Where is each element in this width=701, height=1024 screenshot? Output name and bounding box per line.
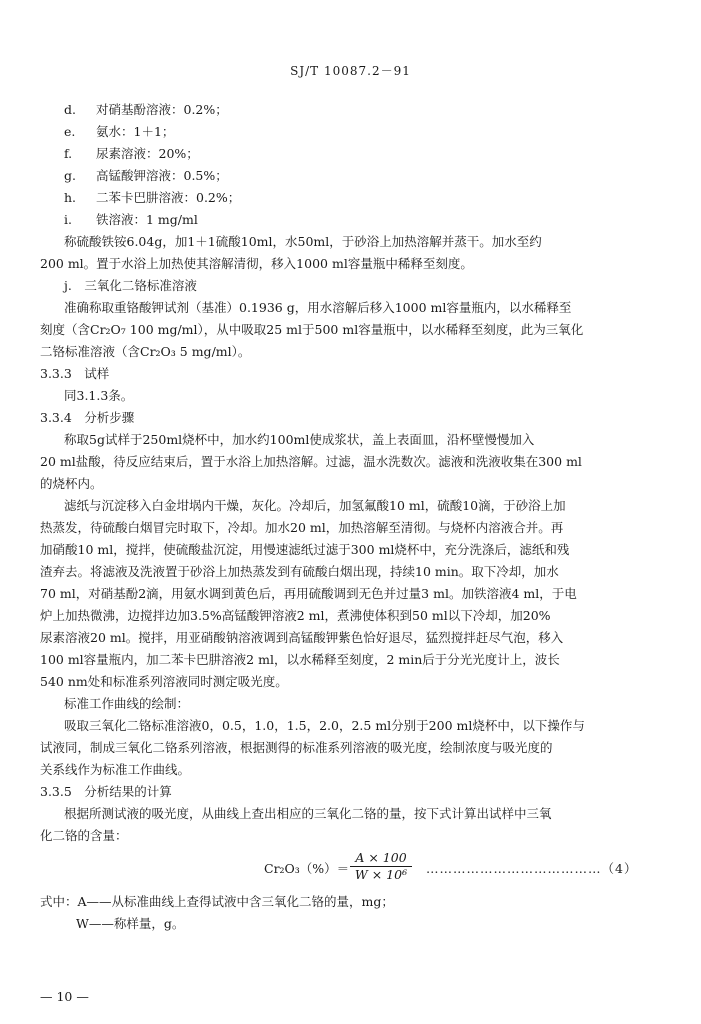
body-line: 准确称取重铬酸钾试剂（基准）0.1936 g，用水溶解后移入1000 ml容量瓶内，以水稀释至 [64,300,572,315]
body-line: 标准工作曲线的绘制： [64,696,190,711]
section-heading: 3.3.3 试样 [40,366,110,381]
body-line: 加硝酸10 ml，搅拌，使硫酸盐沉淀，用慢速滤纸过滤于300 ml烧杯中，充分洗涤后，滤纸和残 [40,542,570,557]
body-line: 称硫酸铁铵6.04g，加1＋1硫酸10ml，水50ml，于砂浴上加热溶解并蒸干。加水至约 [64,234,542,249]
body-line: 20 ml盐酸，待反应结束后，置于水浴上加热溶解。过滤，温水洗数次。滤液和洗液收集在300 ml [40,454,582,469]
list-text: 氨水：1＋1； [96,124,175,139]
formula-fraction [350,850,412,883]
body-line: 刻度（含Cr₂O₇ 100 mg/ml），从中吸取25 ml于500 ml容量瓶中，以水稀释至刻度，此为三氧化 [40,322,584,337]
body-line: 化二铬的含量： [40,828,128,843]
body-line: 的烧杯内。 [40,476,103,491]
formula-numerator: A × 100 [350,850,412,867]
body-line: 100 ml容量瓶内，加二苯卡巴肼溶液2 ml，以水稀释至刻度，2 min后于分光光度计上，波长 [40,652,560,667]
body-line: 吸取三氧化二铬标准溶液0，0.5，1.0，1.5，2.0，2.5 ml分别于200 ml烧杯中，以下操作与 [64,718,585,733]
body-line: 称取5g试样于250ml烧杯中，加水约100ml使成浆状，盖上表面皿，沿杯壁慢慢加入 [64,432,535,447]
formula-lhs: Cr₂O₃（%）＝ [264,861,350,876]
list-text: 对硝基酚溶液：0.2%； [96,102,228,117]
variable-definition: 式中：A——从标准曲线上查得试液中含三氧化二铬的量，mg； [40,894,394,909]
subsection-heading: j. 三氧化二铬标准溶液 [64,278,197,293]
formula-leader-number: …………………………………（4） [426,861,638,876]
section-heading: 3.3.4 分析步骤 [40,410,135,425]
formula-4 [264,850,664,886]
list-text: 二苯卡巴肼溶液：0.2%； [96,190,241,205]
body-line: 根据所测试液的吸光度，从曲线上查出相应的三氧化二铬的量，按下式计算出试样中三氧 [64,806,552,821]
body-line: 70 ml，对硝基酚2滴，用氨水调到黄色后，再用硫酸调到无色并过量3 ml。加铁溶液4 ml，于电 [40,586,577,601]
body-line: 渣弃去。将滤液及洗液置于砂浴上加热蒸发到有硫酸白烟出现，持续10 min。取下冷却，加水 [40,564,559,579]
body-line: 同3.1.3条。 [64,388,134,403]
variable-definition: W——称样量，g。 [76,916,185,931]
page-number: — 10 — [40,989,89,1004]
body-line: 200 ml。置于水浴上加热使其溶解清彻，移入1000 ml容量瓶中稀释至刻度。 [40,256,473,271]
body-line: 二铬标准溶液（含Cr₂O₃ 5 mg/ml）。 [40,344,251,359]
standard-number-header: SJ/T 10087.2－91 [290,64,411,78]
list-text: 铁溶液：1 mg/ml [96,212,198,227]
body-line: 试液同，制成三氧化二铬系列溶液，根据测得的标准系列溶液的吸光度，绘制浓度与吸光度的 [40,740,553,755]
section-heading: 3.3.5 分析结果的计算 [40,784,172,799]
body-line: 关系线作为标准工作曲线。 [40,762,191,777]
list-mark: g. [64,168,76,183]
list-mark: f. [64,146,73,161]
body-line: 热蒸发，待硫酸白烟冒完时取下，冷却。加水20 ml，加热溶解至清彻。与烧杯内溶液合并。再 [40,520,564,535]
body-line: 540 nm处和标准系列溶液同时测定吸光度。 [40,674,288,689]
body-line: 尿素溶液20 ml。搅拌，用亚硝酸钠溶液调到高锰酸钾紫色恰好退尽，猛烈搅拌赶尽气泡，移入 [40,630,564,645]
list-text: 高锰酸钾溶液：0.5%； [96,168,228,183]
list-mark: h. [64,190,77,205]
formula-denominator: W × 10⁶ [354,867,408,882]
list-mark: e. [64,124,76,139]
body-line: 炉上加热微沸，边搅拌边加3.5%高锰酸钾溶液2 ml，煮沸使体积到50 ml以下冷却，加20% [40,608,551,623]
body-line: 滤纸与沉淀移入白金坩埚内干燥，灰化。冷却后，加氢氟酸10 ml，硫酸10滴，于砂浴上加 [64,498,566,513]
list-mark: i. [64,212,72,227]
list-mark: d. [64,102,76,117]
list-text: 尿素溶液：20%； [96,146,199,161]
